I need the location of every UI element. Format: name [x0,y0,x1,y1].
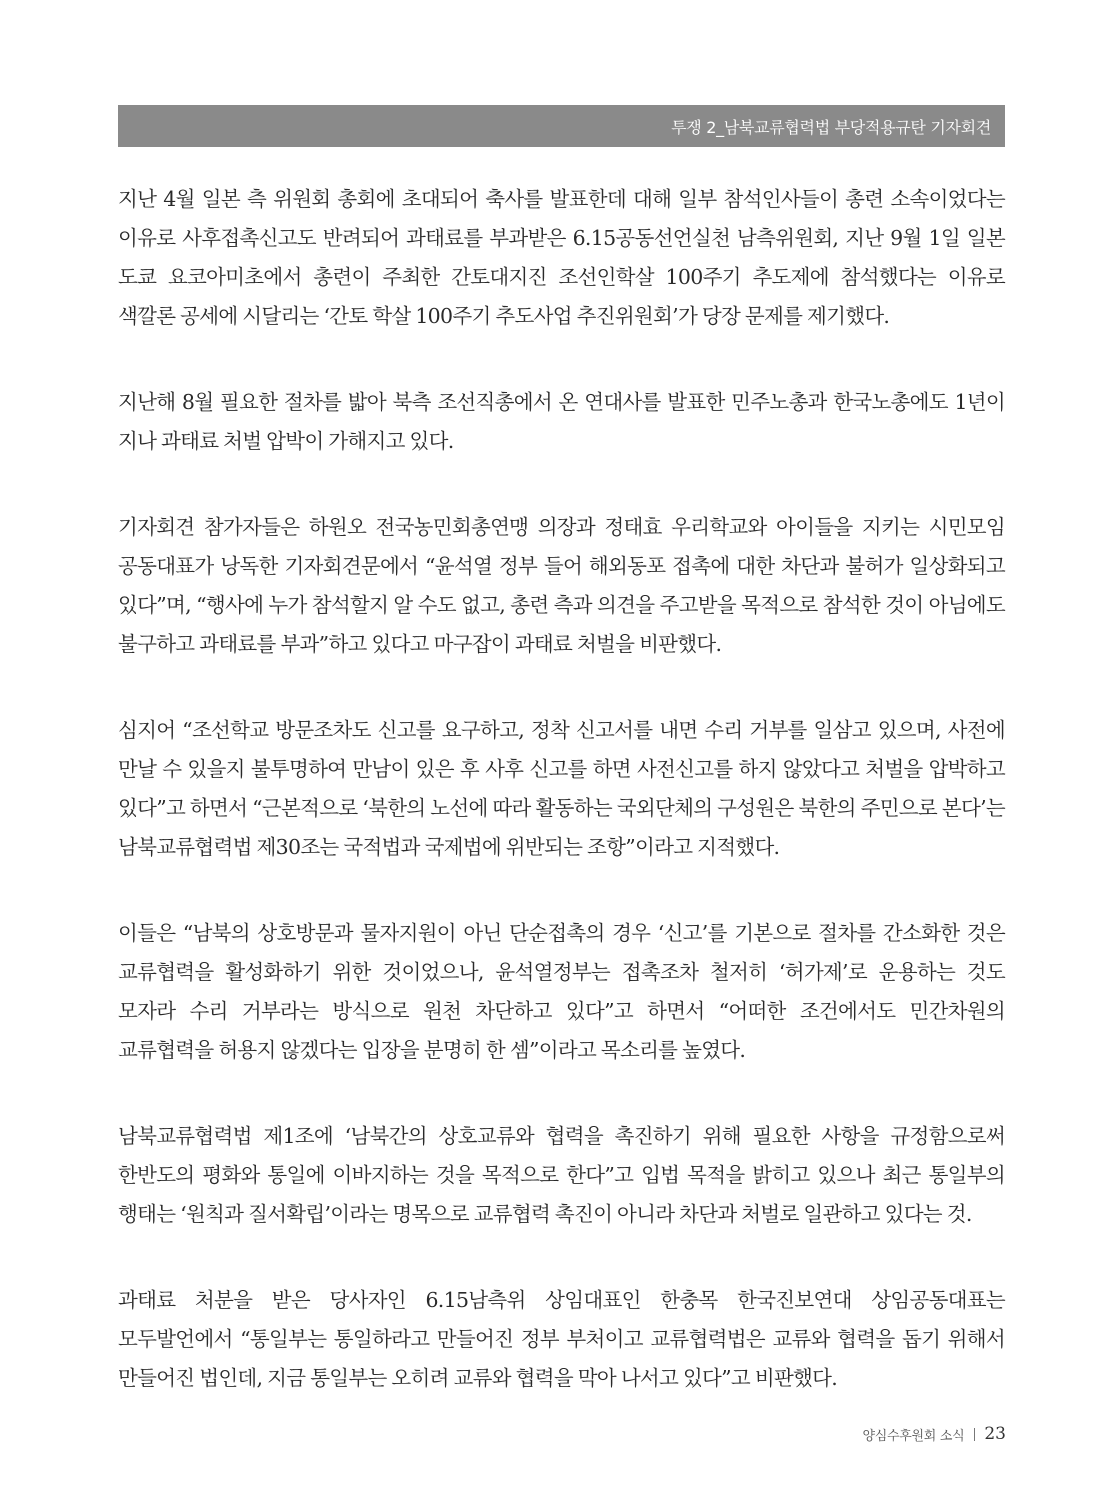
paragraph-2: 지난해 8월 필요한 절차를 밟아 북측 조선직총에서 온 연대사를 발표한 민주노총과 한국노총에도 1년이 지나 과태료 처벌 압박이 가해지고 있다. [118,390,1005,453]
section-title: 투쟁 2_남북교류협력법 부당적용규탄 기자회견 [671,117,991,137]
paragraph-7: 과태료 처분을 받은 당사자인 6.15남측위 상임대표인 한충목 한국진보연대 상임공동대표는 모두발언에서 “통일부는 통일하라고 만들어진 정부 부처이고 교류협력법은 교류와 협력을 돕기 위해서 만들어진 법인데, 지금 통일부는 오히려 교류와 협력을 막아 나서고 있다”고 비판했다. [118,1288,1005,1390]
paragraph-1: 지난 4월 일본 측 위원회 총회에 초대되어 축사를 발표한데 대해 일부 참석인사들이 총련 소속이었다는 이유로 사후접촉신고도 반려되어 과태료를 부과받은 6.15공동선언실천 남측위원회, 지난 9월 1일 일본 도쿄 요코아미초에서 총련이 주최한 간토대지진 조선인학살 100주기 추도제에 참석했다는 이유로 색깔론 공세에 시달리는 ‘간토 학살 100주기 추도사업 추진위원회’가 당장 문제를 제기했다. [118,187,1005,328]
paragraph-6: 남북교류협력법 제1조에 ‘남북간의 상호교류와 협력을 촉진하기 위해 필요한 사항을 규정함으로써 한반도의 평화와 통일에 이바지하는 것을 목적으로 한다”고 입법 목적을 밝히고 있으나 최근 통일부의 행태는 ‘원칙과 질서확립’이라는 명목으로 교류협력 촉진이 아니라 차단과 처벌로 일관하고 있다는 것. [118,1124,1005,1226]
page-footer [862,1424,1006,1444]
paragraph-3: 기자회견 참가자들은 하원오 전국농민회총연맹 의장과 정태효 우리학교와 아이들을 지키는 시민모임 공동대표가 낭독한 기자회견문에서 “윤석열 정부 들어 해외동포 접촉에 대한 차단과 불허가 일상화되고 있다”며, “행사에 누가 참석할지 알 수도 없고, 총련 측과 의견을 주고받을 목적으로 참석한 것이 아님에도 불구하고 과태료를 부과”하고 있다고 마구잡이 과태료 처벌을 비판했다. [118,515,1005,656]
footer-divider [974,1428,975,1441]
header-bar [118,105,1005,147]
page-number: 23 [984,1424,1006,1444]
paragraph-5: 이들은 “남북의 상호방문과 물자지원이 아닌 단순접촉의 경우 ‘신고’를 기본으로 절차를 간소화한 것은 교류협력을 활성화하기 위한 것이었으나, 윤석열정부는 접촉조차 철저히 ‘허가제’로 운용하는 것도 모자라 수리 거부라는 방식으로 원천 차단하고 있다”고 하면서 “어떠한 조건에서도 민간차원의 교류협력을 허용지 않겠다는 입장을 분명히 한 셈”이라고 목소리를 높였다. [118,921,1005,1062]
publication-name: 양심수후원회 소식 [862,1428,965,1444]
article-body [118,180,1005,1398]
paragraph-4: 심지어 “조선학교 방문조차도 신고를 요구하고, 정착 신고서를 내면 수리 거부를 일삼고 있으며, 사전에 만날 수 있을지 불투명하여 만남이 있은 후 사후 신고를 하면 사전신고를 하지 않았다고 처벌을 압박하고 있다”고 하면서 “근본적으로 ‘북한의 노선에 따라 활동하는 국외단체의 구성원은 북한의 주민으로 본다’는 남북교류협력법 제30조는 국적법과 국제법에 위반되는 조항”이라고 지적했다. [118,718,1005,859]
